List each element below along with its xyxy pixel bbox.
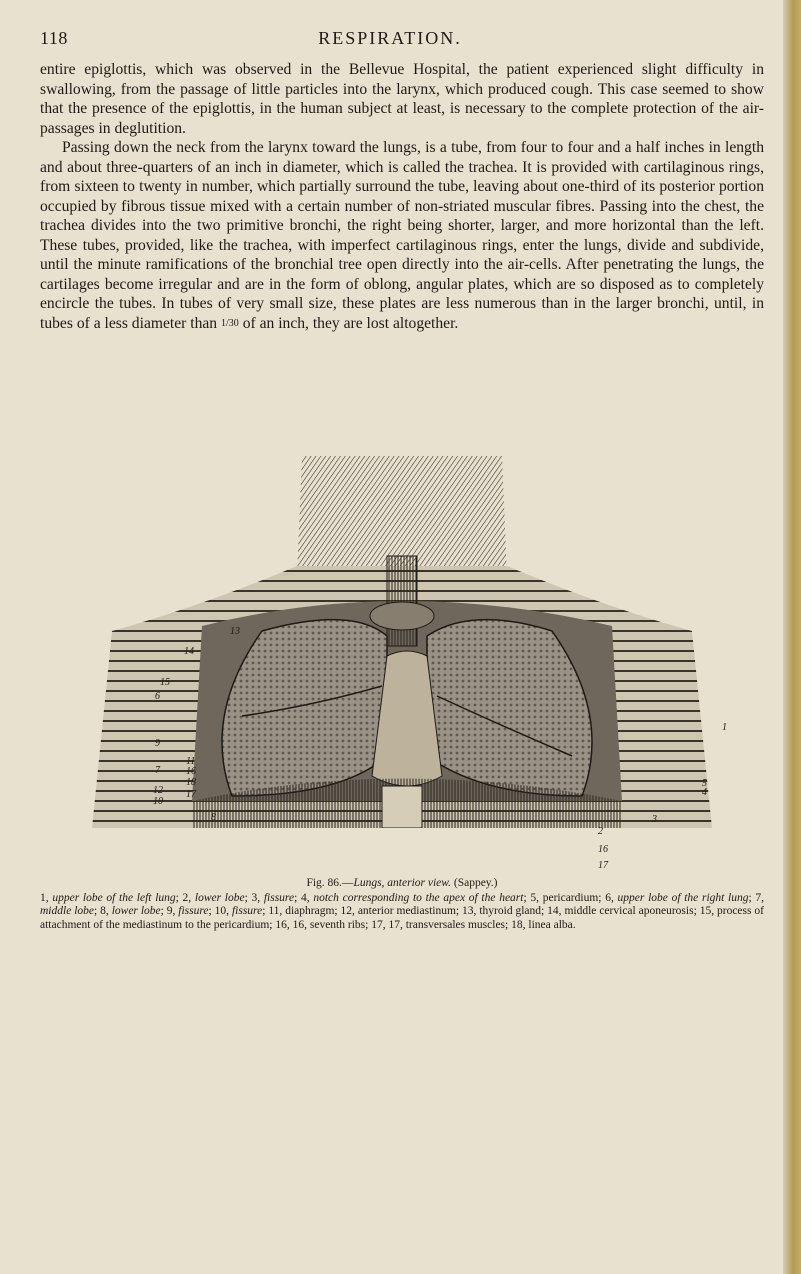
caption-legend: 1, upper lobe of the left lung; 2, lower lobe; 3, fissure; 4, notch corresponding to the apex of the heart; 5, pericardium; 6, upper lobe of the right lung; 7, middle lobe; 8, lower lobe; 9, fissure; 10, fissure; 11, diaphragm; 12, anterior mediastinum; 13, thyroid gland; 14, middle cervical aponeurosis; 15, process of attachment of the mediastinum to the pericardium; 16, 16, seventh ribs; 17, 17, transversales muscles; 18, linea alba. [40,891,765,931]
fraction: 1/30 [221,317,239,329]
legend-text: seventh ribs [309,918,366,931]
callout-6: 6 [155,691,160,702]
legend-number: 17, 17, [371,918,406,931]
callout-13: 13 [230,626,240,637]
callout-15: 15 [160,677,170,688]
page-header [40,28,740,52]
legend-number: 15, [699,905,717,917]
thyroid-gland [370,602,434,630]
legend-number: 8, [100,905,112,917]
legend-number: 4, [301,891,314,904]
callout-17-low: 17 [186,789,196,800]
callout-16-low: 16 [186,766,196,777]
legend-number: 5, [530,891,543,904]
legend-text: anterior mediastinum [357,905,456,917]
figure-86 [52,456,752,828]
callout-1: 1 [722,722,727,733]
legend-number: 2, [182,891,195,904]
body-text [40,60,764,333]
fig-source: (Sappey.) [450,877,498,889]
legend-text: middle cervical aponeurosis [564,905,694,917]
callout-18-low: 18 [186,777,196,788]
legend-text: fissure [178,905,209,917]
legend-text: pericardium [542,891,599,904]
legend-number: 10, [214,905,232,917]
legend-text: fissure [231,905,263,917]
running-head: RESPIRATION. [318,28,462,48]
callout-17-right: 17 [598,860,608,871]
callout-9: 9 [155,738,160,749]
figure-caption [40,877,764,932]
callout-5: 5 [702,778,707,789]
legend-number: 6, [605,891,618,904]
legend-number: 11, [268,905,286,917]
callout-10: 10 [153,796,163,807]
page-edge [783,0,801,1274]
legend-text: middle lobe [40,905,95,917]
legend-text: process of attachment of the mediastinum to the pericardium [40,905,764,931]
callout-4: 4 [702,787,707,798]
legend-number: 16, 16, [275,918,310,931]
legend-number: 12, [340,905,358,917]
legend-text: lower lobe [194,891,245,904]
fig-label: Fig. 86.— [306,877,354,889]
paragraph-2 [40,138,764,333]
legend-text: upper lobe of the right lung [617,891,749,904]
legend-text: upper lobe of the left lung [52,891,176,904]
legend-text: fissure [263,891,295,904]
legend-text: thyroid gland [479,905,542,917]
callout-8-low: 8 [211,812,216,823]
callout-14: 14 [184,646,194,657]
page-number: 118 [40,28,68,48]
callout-2: 2 [598,826,603,837]
legend-text: linea alba [528,918,573,931]
paragraph-1: entire epiglottis, which was observed in the Bellevue Hospital, the patient experienced slight difficulty in swallowing, from the passage of little particles into the larynx, which produced cough. This case seemed to show that the presence of the epiglottis, in the human subject at least, is necessary to the complete protection of the air-passages in deglutition. [40,61,764,137]
paragraph-2-end: of an inch, they are lost altogether. [238,314,459,332]
legend-number: 3, [251,891,264,904]
callout-11-low: 11 [186,756,196,767]
trachea [387,556,417,646]
caption-title [40,877,764,891]
legend-text: lower lobe [111,905,161,917]
legend-text: diaphragm [285,905,335,917]
legend-number: 1, [40,891,53,904]
callout-16-right: 16 [598,844,608,855]
legend-number: 7, [755,891,765,904]
legend-number: 18, [511,918,529,931]
linea-alba [382,786,422,828]
callout-12: 12 [153,785,163,796]
fig-title: Lungs, anterior view. [353,877,451,889]
legend-number: 13, [462,905,480,917]
legend-text: notch corresponding to the apex of the heart [313,891,524,904]
callout-7: 7 [155,765,160,776]
legend-text: transversales muscles [405,918,506,931]
legend-number: 14, [547,905,565,917]
paragraph-2-text: Passing down the neck from the larynx toward the lungs, is a tube, from four to four and a half inches in length and about three-quarters of an inch in diameter, which is called the trachea. It is provided with cartilaginous rings, from sixteen to twenty in number, which partially surround the tube, leaving about one-third of its posterior portion occupied by fibrous tissue mixed with a certain number of non-striated muscular fibres. Passing into the chest, the trachea divides into the two primitive bronchi, the right being shorter, larger, and more horizontal than the left. These tubes, provided, like the trachea, with imperfect cartilaginous rings, enter the lungs, divide and subdivide, until the minute ramifications of the bronchial tree open directly into the air-cells. After penetrating the lungs, the cartilages become irregular and are in the form of oblong, angular plates, which are so disposed as to completely encircle the tubes. In tubes of very small size, these plates are less numerous than in the larger bronchi, until, in tubes of a less diameter than [40,139,764,332]
callout-3: 3 [652,814,657,825]
legend-number: 9, [166,905,179,917]
